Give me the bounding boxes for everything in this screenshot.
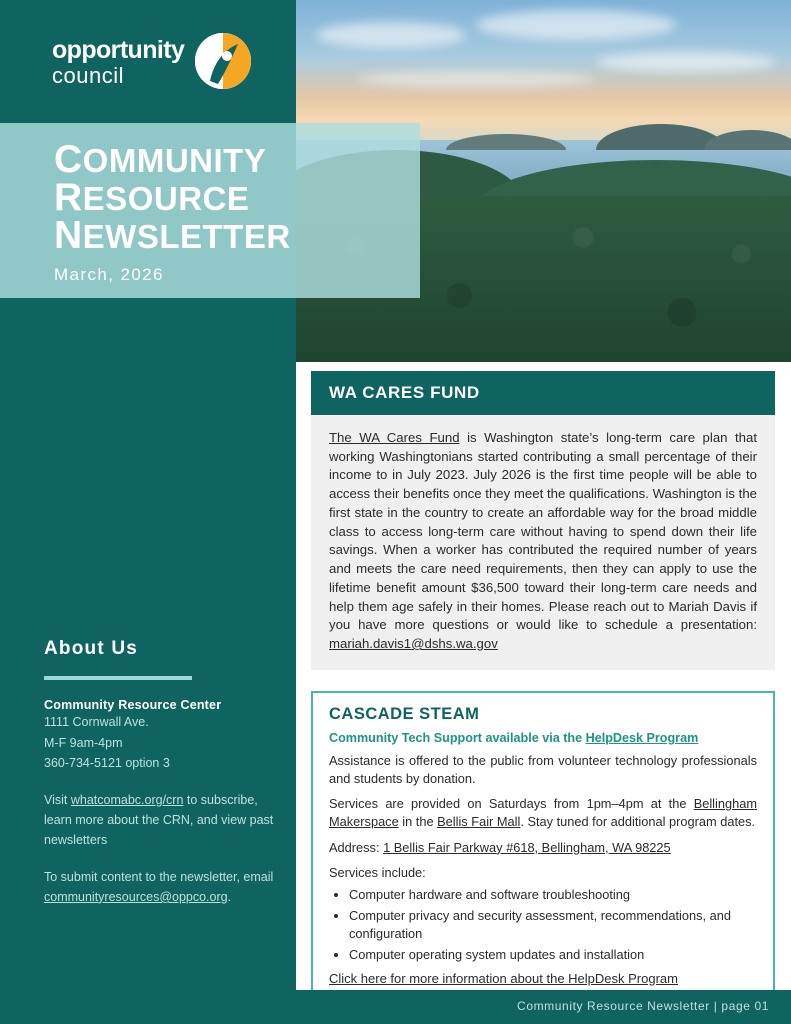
- bellingham-makerspace-link[interactable]: Bellingham Makerspace: [329, 796, 757, 830]
- community-resources-email-link[interactable]: communityresources@oppco.org: [44, 889, 228, 904]
- wa-cares-fund-article: [311, 371, 775, 670]
- title-cap-c: C: [54, 138, 83, 181]
- title-line-community: [54, 138, 420, 181]
- cascade-steam-article: [311, 691, 775, 1000]
- cloud-shape: [356, 70, 596, 88]
- logo-wordmark: [52, 38, 184, 87]
- cascade-address-label: Address:: [329, 839, 384, 855]
- mariah-davis-email-link[interactable]: mariah.davis1@dshs.wa.gov: [329, 636, 498, 652]
- about-us-divider: [44, 676, 192, 680]
- title-rest-ewsletter: EWSLETTER: [82, 218, 291, 256]
- issue-date: March, 2026: [54, 264, 164, 284]
- about-us-section: [44, 638, 276, 907]
- crn-website-link[interactable]: whatcomabc.org/crn: [70, 792, 184, 807]
- about-us-heading: About Us: [44, 638, 139, 659]
- about-org-name: Community Resource Center: [44, 698, 222, 712]
- cloud-shape: [476, 10, 676, 40]
- logo-line-2: council: [52, 63, 124, 88]
- list-item: • Computer privacy and security assessment, recommendations, and configuration: [349, 907, 757, 943]
- about-submit-paragraph: [44, 867, 276, 908]
- list-item: • Computer operating system updates and installation: [349, 946, 757, 964]
- list-item: • Computer hardware and software troubleshooting: [349, 886, 757, 904]
- about-submit-pre: To submit content to the newsletter, email: [44, 869, 274, 884]
- opportunity-council-logo: [52, 32, 252, 94]
- about-hours: M-F 9am-4pm: [44, 735, 123, 750]
- title-line-newsletter: [54, 214, 420, 258]
- cascade-steam-heading: CASCADE STEAM: [329, 705, 480, 723]
- title-rest-esource: ESOURCE: [82, 180, 250, 218]
- title-rest-ommunity: OMMUNITY: [82, 142, 267, 179]
- cascade-p2-pre: Services are provided on Saturdays from 1pm–4pm at the: [329, 796, 694, 812]
- footer-left-strip: [0, 990, 296, 1024]
- cascade-paragraph-2: [329, 795, 757, 831]
- about-visit-post: to subscribe, learn more about the CRN, and view past newsletters: [44, 792, 274, 848]
- cascade-paragraph-1: Assistance is offered to the public from volunteer technology professionals and students by donation.: [329, 753, 757, 787]
- cascade-p2-post: . Stay tuned for additional program dates.: [520, 814, 756, 830]
- cloud-shape: [596, 52, 776, 72]
- cascade-address-line: [329, 839, 757, 857]
- title-cap-r: R: [54, 176, 83, 220]
- helpdesk-more-info-link[interactable]: Click here for more information about the HelpDesk Program: [329, 970, 678, 986]
- circle-person-icon: [194, 32, 252, 90]
- wa-cares-heading: WA CARES FUND: [311, 371, 775, 415]
- about-visit-paragraph: [44, 790, 276, 851]
- bellis-fair-mall-link[interactable]: Bellis Fair Mall: [437, 814, 521, 830]
- cascade-subtitle: [329, 731, 757, 745]
- logo-line-1: opportunity: [52, 36, 185, 64]
- helpdesk-program-link[interactable]: HelpDesk Program: [585, 731, 699, 745]
- wa-cares-body-text: is Washington state’s long-term care plan that working Washingtonians started contributing a small percentage of their income to in July 2023. July 2026 is the first time people will be able to access their benefits once they meet the qualifications. Washington is the first state in the country to create an affordable way for the broad middle class to access long-term care without having to spend down their life savings. When a worker has contributed the required number of years and meets the care need requirements, then they can apply to use the lifetime benefit amount $36,500 toward their long-term care needs and help them age safely in their homes. Please reach out to Mariah Davis if you have more questions or would like to schedule a presentation:: [329, 430, 757, 633]
- cascade-services-list: [349, 886, 757, 965]
- about-submit-post: .: [227, 889, 232, 904]
- cascade-subtitle-pre: Community Tech Support available via the: [329, 731, 586, 745]
- about-visit-pre: Visit: [44, 792, 71, 807]
- cascade-address-link[interactable]: 1 Bellis Fair Parkway #618, Bellingham, WA 98225: [383, 839, 671, 855]
- cloud-shape: [316, 22, 466, 48]
- cascade-services-label: Services include:: [329, 864, 426, 880]
- footer-text: Community Resource Newsletter | page 01: [517, 999, 769, 1013]
- title-cap-n: N: [54, 214, 83, 258]
- wa-cares-fund-link[interactable]: The WA Cares Fund: [329, 430, 460, 445]
- wa-cares-body: [311, 415, 775, 670]
- newsletter-title-block: [0, 123, 420, 298]
- about-phone: 360-734-5121 option 3: [44, 756, 170, 771]
- cascade-p2-mid: in the: [398, 814, 438, 830]
- about-address: 1111 Cornwall Ave.: [44, 715, 149, 729]
- title-line-resource: [54, 176, 420, 220]
- page-footer: [296, 990, 791, 1024]
